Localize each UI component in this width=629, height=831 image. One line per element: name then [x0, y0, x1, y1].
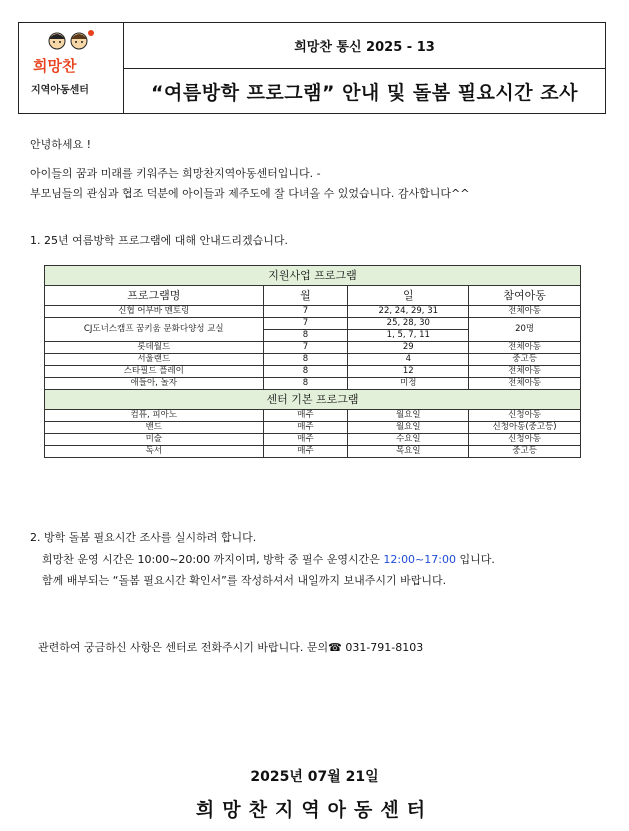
program-day: 목요일: [348, 446, 469, 458]
greeting: 안녕하세요 !: [30, 138, 92, 151]
program-day: 4: [348, 354, 469, 366]
program-name: 롯데월드: [45, 342, 264, 354]
contact-phone: 031-791-8103: [345, 641, 424, 654]
program-participants: 신청아동: [469, 434, 581, 446]
program-participants: 20명: [469, 318, 581, 342]
program-day: 29: [348, 342, 469, 354]
program-day: 25, 28, 30: [348, 318, 469, 330]
section-1-title: 1. 25년 여름방학 프로그램에 대해 안내드리겠습니다.: [30, 234, 288, 247]
program-day: 1, 5, 7, 11: [348, 330, 469, 342]
program-name: 미술: [45, 434, 264, 446]
program-month: 8: [263, 378, 348, 390]
form-request-line: 함께 배부되는 “돌봄 필요시간 확인서”를 작성하셔서 내일까지 보내주시기 바랍니다.: [42, 574, 447, 587]
program-participants: 전체아동: [469, 342, 581, 354]
required-hours: 12:00~17:00: [383, 553, 456, 566]
table-row: [45, 410, 581, 422]
program-name: 애들아, 놀자: [45, 378, 264, 390]
logo-name: 희망찬: [33, 57, 77, 75]
program-day: 12: [348, 366, 469, 378]
operating-hours-line: [42, 552, 495, 567]
operating-hours-end: 입니다.: [455, 553, 495, 566]
program-name: 스타필드 플레이: [45, 366, 264, 378]
program-month: 7: [263, 306, 348, 318]
program-participants: 신청아동(중고등): [469, 422, 581, 434]
program-month: 8: [263, 366, 348, 378]
column-header: 일: [348, 286, 469, 306]
program-day: 월요일: [348, 410, 469, 422]
table-row: [45, 342, 581, 354]
table-row: [45, 354, 581, 366]
page-title: “여름방학 프로그램” 안내 및 돌봄 필요시간 조사: [151, 81, 578, 104]
table-row: [45, 366, 581, 378]
contact-line: [38, 640, 423, 655]
intro-line-2: 부모님들의 관심과 협조 덕분에 아이들과 제주도에 잘 다녀올 수 있었습니다. 감사합니다^^: [30, 187, 470, 200]
issue-number: 희망찬 통신 2025 - 13: [124, 23, 605, 69]
support-section-header: 지원사업 프로그램: [45, 266, 581, 286]
newsletter-header: [18, 22, 606, 114]
column-header: 월: [263, 286, 348, 306]
logo-subtitle: 지역아동센터: [31, 85, 89, 96]
program-participants: 전체아동: [469, 306, 581, 318]
program-month: 8: [263, 330, 348, 342]
table-row: [45, 422, 581, 434]
program-name: 컴퓨, 피아노: [45, 410, 264, 422]
program-participants: 신청아동: [469, 410, 581, 422]
program-day: 22, 24, 29, 31: [348, 306, 469, 318]
section-2-title: 2. 방학 돌봄 필요시간 조사를 실시하려 합니다.: [30, 531, 257, 544]
program-month: 매주: [263, 422, 348, 434]
program-month: 8: [263, 354, 348, 366]
contact-text: 관련하여 궁금하신 사항은 센터로 전화주시기 바랍니다. 문의☎: [38, 641, 346, 654]
program-day: 월요일: [348, 422, 469, 434]
table-row: [45, 378, 581, 390]
program-month: 매주: [263, 434, 348, 446]
program-day: 수요일: [348, 434, 469, 446]
program-participants: 중고등: [469, 446, 581, 458]
program-participants: 중고등: [469, 354, 581, 366]
column-header: 프로그램명: [45, 286, 264, 306]
table-row: [45, 434, 581, 446]
organization-name: 희망찬지역아동센터: [195, 799, 434, 821]
table-row: [45, 306, 581, 318]
program-month: 매주: [263, 446, 348, 458]
program-table: [44, 265, 581, 458]
logo: [19, 23, 124, 113]
program-participants: 전체아동: [469, 378, 581, 390]
basic-section-header: 센터 기본 프로그램: [45, 390, 581, 410]
program-name: 독서: [45, 446, 264, 458]
program-month: 7: [263, 318, 348, 330]
program-month: 매주: [263, 410, 348, 422]
program-name: 밴드: [45, 422, 264, 434]
program-month: 7: [263, 342, 348, 354]
table-row: [45, 446, 581, 458]
table-row: [45, 318, 581, 330]
column-header: 참여아동: [469, 286, 581, 306]
program-name: 서울랜드: [45, 354, 264, 366]
program-name: CJ도너스캠프 꿈키움 문화다양성 교실: [45, 318, 264, 342]
intro-line-1: 아이들의 꿈과 미래를 키워주는 희망찬지역아동센터입니다. -: [30, 167, 321, 180]
program-day: 미정: [348, 378, 469, 390]
operating-hours-text: 희망찬 운영 시간은 10:00~20:00 까지이며, 방학 중 필수 운영시간은: [42, 553, 384, 566]
issue-date: 2025년 07월 21일: [250, 769, 379, 785]
program-name: 신협 어부바 멘토링: [45, 306, 264, 318]
program-participants: 전체아동: [469, 366, 581, 378]
